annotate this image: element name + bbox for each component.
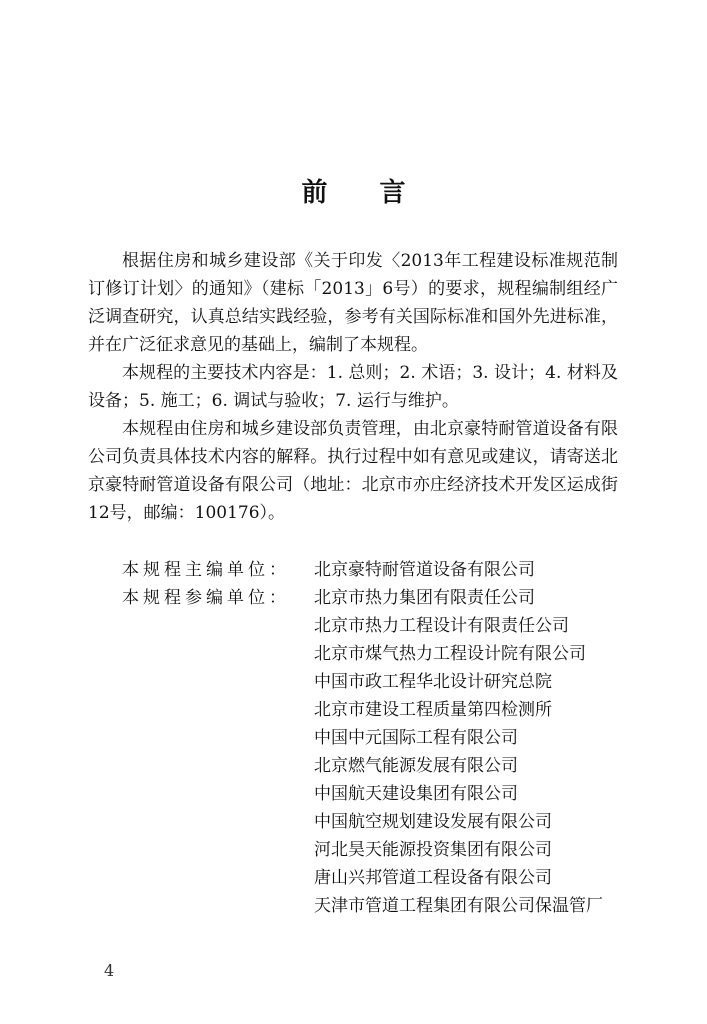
participant-unit: 北京市热力工程设计有限责任公司 <box>314 616 569 636</box>
participants-row <box>122 584 624 612</box>
participant-unit: 河北昊天能源投资集团有限公司 <box>314 840 552 860</box>
participant-unit: 中国市政工程华北设计研究总院 <box>314 672 552 692</box>
participant-unit: 中国中元国际工程有限公司 <box>314 728 518 748</box>
participant-unit: 天津市管道工程集团有限公司保温管厂 <box>314 896 603 916</box>
editor-units <box>122 556 624 920</box>
participant-unit: 北京市煤气热力工程设计院有限公司 <box>314 644 586 664</box>
chief-editor-row <box>122 556 624 584</box>
page-number: 4 <box>104 961 115 980</box>
chief-editor-name: 北京豪特耐管道设备有限公司 <box>314 560 535 580</box>
paragraph-management: 本规程由住房和城乡建设部负责管理，由北京豪特耐管道设备有限公司负责具体技术内容的解释。执行过程中如有意见或建议，请寄送北京豪特耐管道设备有限公司（地址：北京市亦庄经济技术开发区运成街12号，邮编：100176）。 <box>88 419 618 523</box>
participants-label: 本规程参编单位： <box>122 588 290 608</box>
paragraph-basis: 根据住房和城乡建设部《关于印发〈2013年工程建设标准规范制订修订计划〉的通知》（建标「2013」6号）的要求，规程编制组经广泛调查研究，认真总结实践经验，参考有关国际标准和国外先进标准，并在广泛征求意见的基础上，编制了本规程。 <box>88 251 618 355</box>
participant-unit: 北京市建设工程质量第四检测所 <box>314 700 552 720</box>
participant-unit: 中国航空规划建设发展有限公司 <box>314 812 552 832</box>
chief-editor-label: 本规程主编单位： <box>122 560 290 580</box>
preface-body <box>88 247 618 527</box>
participant-unit-first: 北京市热力集团有限责任公司 <box>314 588 535 608</box>
page-title: 前言 <box>301 178 458 208</box>
participant-unit: 唐山兴邦管道工程设备有限公司 <box>314 868 552 888</box>
paragraph-contents: 本规程的主要技术内容是：1. 总则；2. 术语；3. 设计；4. 材料及设备；5. 施工；6. 调试与验收；7. 运行与维护。 <box>88 363 618 411</box>
participant-unit: 中国航天建设集团有限公司 <box>314 784 518 804</box>
participant-unit-list <box>314 612 624 920</box>
participant-unit: 北京燃气能源发展有限公司 <box>314 756 518 776</box>
